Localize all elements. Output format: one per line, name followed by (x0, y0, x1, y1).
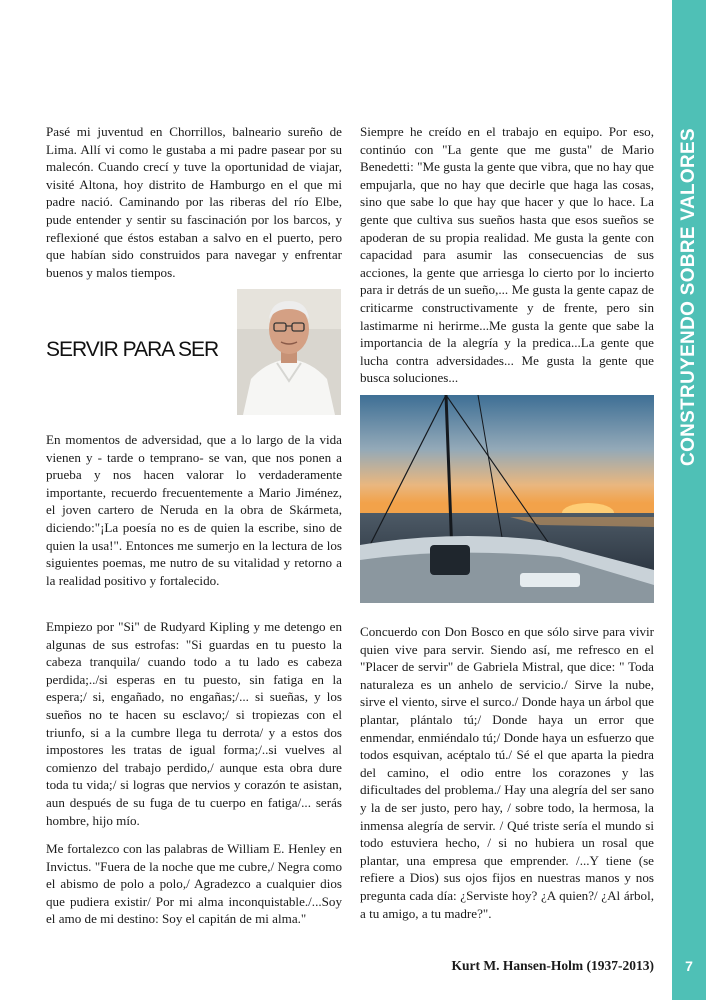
right-paragraph-1: Siempre he creído en el trabajo en equipo. Por eso, continúo con "La gente que me gusta" de Mario Benedetti: "Me gusta la gente que vibra, que no hay que empujarla, que no hay que decirle que haga las cosas, sino que sabe lo que hay que hacer y que lo hace. La gente que cultiva sus sueños hasta que esos sueños se apoderan de su propia realidad. Me gusta la gente con capacidad para asumir las consecuencias de sus acciones, la gente que arriesga lo cierto por lo incierto para ir detrás de un sueño,... Me gusta la gente capaz de criticarme constructivamente y de frente, pero sin lastimarme ni herirme...Me gusta la gente que sabe la importancia de la alegría y la predica...La gente que lucha contra adversidades... Me gusta la gente que busca soluciones... (360, 124, 654, 386)
right-paragraph-2: Concuerdo con Don Bosco en que sólo sirve para vivir quien vive para servir. Siendo así, me refresco en el "Placer de servir" de Gabriela Mistral, que dice: " Toda naturaleza es un anhelo de servicio./ Sirve la nube, sirve el viento, sirve el surco./ Donde haya un árbol que plantar, plántalo tú;/ Donde haya un error que enmendar, enmiéndalo tú;/ Donde haya un esfuerzo que todos esquivan, acéptalo tú./ Sé el que aparta la piedra del camino, el odio entre los corazones y las dificultades del problema./ Hay una alegría del ser sano y la de ser justo, pero hay, / sobre todo, la hermosa, la inmensa alegría de servir. / Qué triste sería el mundo si todo estuviera hecho, / si no hubiera un rosal que plantar, una empresa que emprender. /...Y tiene (se refiere a Dios) sus ojos fijos en nuestras manos y nos pregunta cada día: ¿Serviste hoy? ¿A quien?/ ¿Al árbol, a tu amigo, a tu madre?". (360, 624, 654, 921)
author-portrait (237, 289, 341, 415)
sailboat-sunset-photo (360, 395, 654, 603)
left-paragraph-1: Pasé mi juventud en Chorrillos, balneario sureño de Lima. Allí vi como le gustaba a mi padre pasear por su malecón. Cuando crecí y tuve la oportunidad de viajar, visité Altona, hoy distrito de Hamburgo en el que mi padre nació. Caminando por las riberas del río Elbe, pude entender y sentir su fascinación por los barcos, y reflexioné que éstos estaban a salvo en el puerto, pero que habían sido construidos para navegar y enfrentar buenos y malos tiempos. (46, 124, 342, 280)
left-paragraph-4: Me fortalezco con las palabras de William E. Henley en Invictus. "Fuera de la noche que me cubre,/ Negra como el abismo de polo a polo,/ Agradezco a cualquier dios que pudiera existir/ Por mi alma inconquistable./...Soy el amo de mi destino: Soy el capitán de mi alma." (46, 841, 342, 927)
left-paragraph-3: Empiezo por "Si" de Rudyard Kipling y me detengo en algunas de sus estrofas: "Si guardas en tu puesto la cabeza tranquila/ cuando todo a tu lado es cabeza perdida;../si esperas en tu puesto, sin fatiga en la espera;/ si, engañado, no engañas;/... si sueñas, y los sueños no te hacen su esclavo;/ si tropiezas con el triunfo, si a la cumbre llega tu derrota/ y a estos dos impostores les tratas de igual forma;/..si vuelves al comienzo del trabajo perdido,/ aunque esta obra dure toda tu vida;/ si logras que nervios y corazón te asistan, aun después de su fuga de tu cuerpo en fatiga/... serás hombre, hijo mío. (46, 619, 342, 828)
author-signature: Kurt M. Hansen-Holm (1937-2013) (451, 958, 654, 973)
page-number: 7 (685, 958, 693, 974)
section-heading: SERVIR PARA SER (46, 338, 219, 361)
section-side-title: CONSTRUYENDO SOBRE VALORES (678, 128, 699, 466)
left-paragraph-2: En momentos de adversidad, que a lo largo de la vida vienen y - tarde o temprano- se van, que nos ponen a prueba y nos hacen valorar lo verdaderamente importante, recuerdo frecuentemente a Mario Jiménez, el joven cartero de Neruda en la obra de Skármeta, diciendo:"¡La poesía no es de quien la escribe, sino de quien la usa!". Entonces me sumerjo en la lectura de los siguientes poemas, me nutro de su vitalidad y retorno a la realidad positivo y fortalecido. (46, 432, 342, 588)
